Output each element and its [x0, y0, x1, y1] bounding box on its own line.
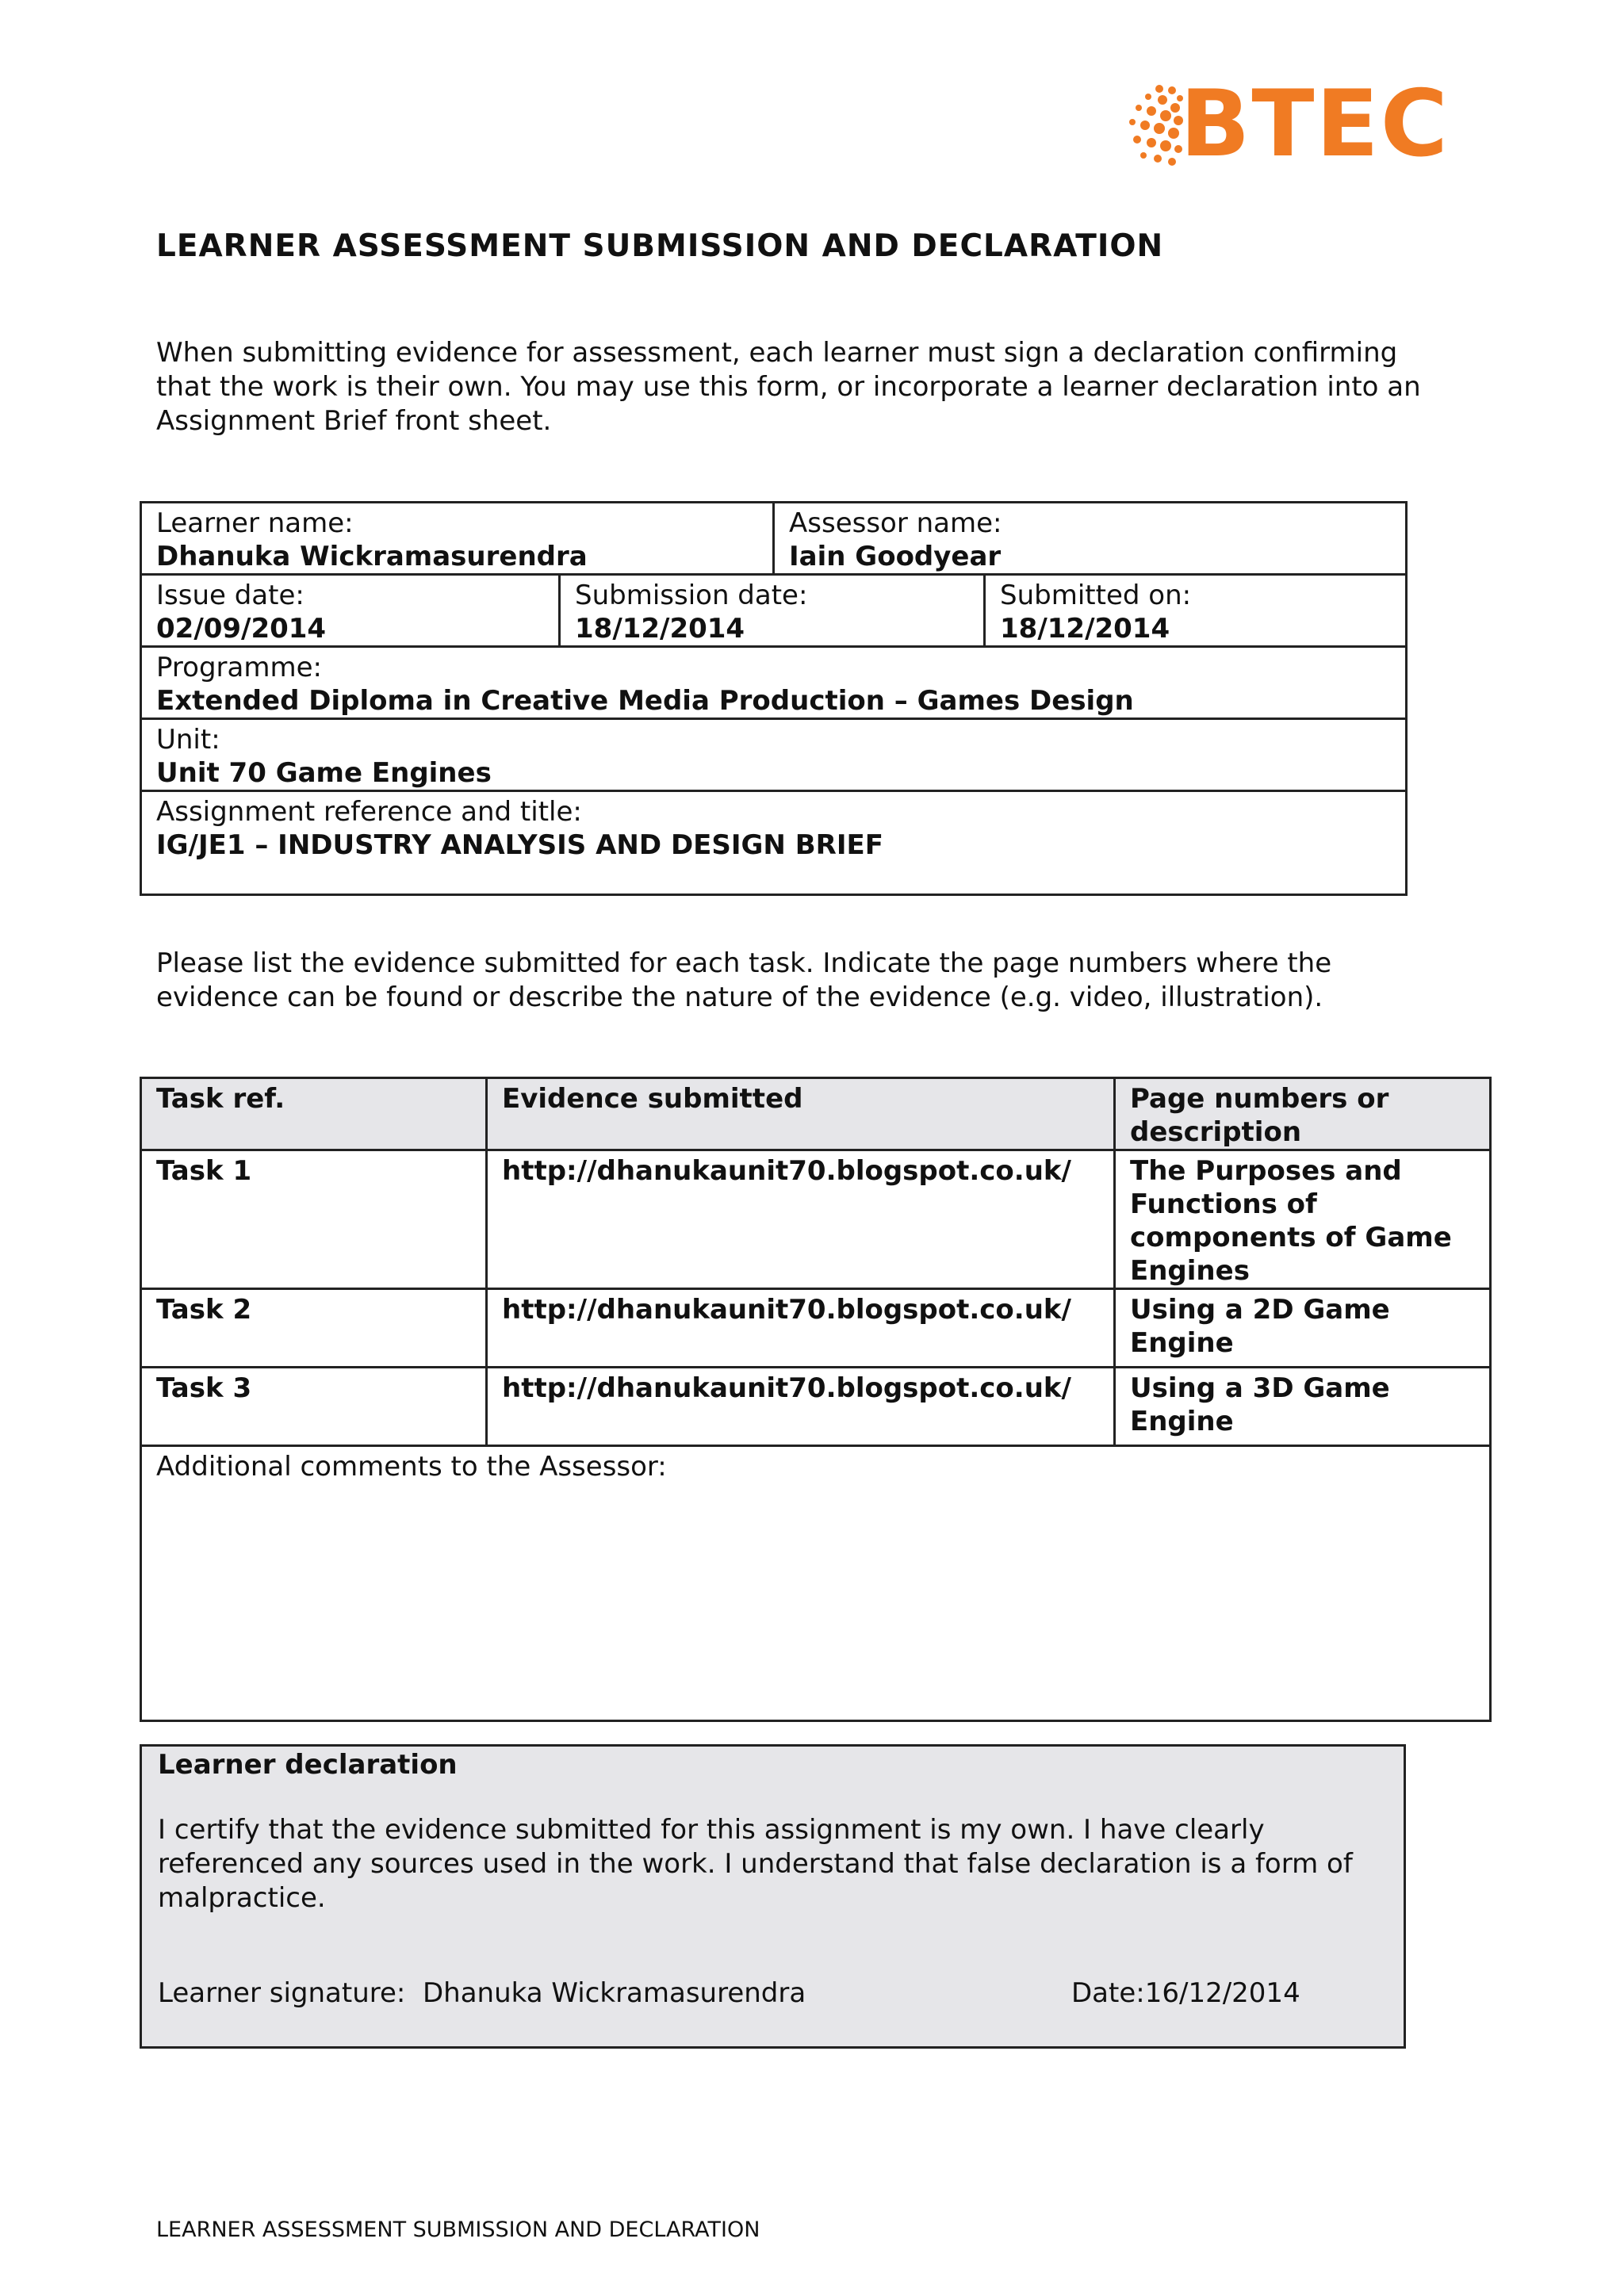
task-ref-cell: Task 2 [141, 1289, 487, 1368]
page-description-cell: Using a 2D Game Engine [1115, 1289, 1491, 1368]
assignment-cell [141, 791, 1407, 895]
table-row [141, 1150, 1491, 1289]
evidence-link[interactable]: http://dhanukaunit70.blogspot.co.uk/ [487, 1368, 1115, 1446]
submission-date-label: Submission date: [575, 580, 808, 611]
details-table [140, 501, 1408, 896]
assignment-label: Assignment reference and title: [156, 796, 582, 828]
programme-label: Programme: [156, 652, 322, 683]
issue-date-value: 02/09/2014 [156, 613, 327, 645]
intro-paragraph: When submitting evidence for assessment, each learner must sign a declaration confirming that the work is their own. You may use this form, or incorporate a learner declaration into an Assignment Brief front sheet. [156, 337, 1421, 437]
programme-cell [141, 647, 1407, 719]
date-label: Date: [1071, 1977, 1145, 2009]
additional-comments-label: Additional comments to the Assessor: [156, 1451, 667, 1483]
header-page-numbers: Page numbers or description [1115, 1078, 1491, 1150]
signature-value: Dhanuka Wickramasurendra [422, 1977, 806, 2009]
declaration-date [1071, 1976, 1300, 2011]
signature-label: Learner signature: [158, 1977, 406, 2009]
unit-cell [141, 719, 1407, 791]
evidence-instructions: Please list the evidence submitted for each task. Indicate the page numbers where the evidence can be found or describe the nature of the evidence (e.g. video, illustration). [156, 947, 1332, 1013]
table-row [141, 1368, 1491, 1446]
evidence-link[interactable]: http://dhanukaunit70.blogspot.co.uk/ [487, 1150, 1115, 1289]
date-value: 16/12/2014 [1144, 1977, 1300, 2009]
submission-date-value: 18/12/2014 [575, 613, 745, 645]
header-evidence: Evidence submitted [487, 1078, 1115, 1150]
declaration-text: I certify that the evidence submitted for this assignment is my own. I have clearly referenced any sources used in the work. I understand that false declaration is a form of malpractice. [158, 1814, 1353, 1914]
signature-line [158, 1976, 806, 2011]
page-description-cell: The Purposes and Functions of components of Game Engines [1115, 1150, 1491, 1289]
assessor-name-cell [774, 503, 1407, 575]
submitted-on-label: Submitted on: [1000, 580, 1192, 611]
submitted-on-cell [985, 575, 1407, 647]
logo-wordmark: BTEC [1180, 71, 1450, 178]
issue-date-label: Issue date: [156, 580, 304, 611]
header-task-ref: Task ref. [141, 1078, 487, 1150]
unit-value: Unit 70 Game Engines [156, 757, 492, 789]
page-footer: LEARNER ASSESSMENT SUBMISSION AND DECLARATION [156, 2218, 760, 2242]
learner-name-cell [141, 503, 774, 575]
evidence-table [140, 1077, 1492, 1722]
additional-comments-box[interactable] [141, 1446, 1491, 1721]
learner-name-label: Learner name: [156, 507, 354, 539]
submitted-on-value: 18/12/2014 [1000, 613, 1170, 645]
learner-name-value: Dhanuka Wickramasurendra [156, 541, 588, 572]
table-row [141, 1289, 1491, 1368]
page-description-cell: Using a 3D Game Engine [1115, 1368, 1491, 1446]
submission-date-cell [560, 575, 985, 647]
evidence-header-row [141, 1078, 1491, 1150]
assessor-name-value: Iain Goodyear [789, 541, 1002, 572]
logo-dots-icon [1124, 84, 1185, 171]
declaration-heading: Learner declaration [158, 1749, 458, 1781]
evidence-link[interactable]: http://dhanukaunit70.blogspot.co.uk/ [487, 1289, 1115, 1368]
assignment-value: IG/JE1 – INDUSTRY ANALYSIS AND DESIGN BRIEF [156, 829, 883, 861]
btec-logo [1124, 71, 1450, 182]
learner-declaration-box [140, 1744, 1406, 2049]
page-title: LEARNER ASSESSMENT SUBMISSION AND DECLARATION [156, 228, 1164, 264]
unit-label: Unit: [156, 724, 220, 756]
task-ref-cell: Task 1 [141, 1150, 487, 1289]
issue-date-cell [141, 575, 560, 647]
task-ref-cell: Task 3 [141, 1368, 487, 1446]
assessor-name-label: Assessor name: [789, 507, 1002, 539]
programme-value: Extended Diploma in Creative Media Production – Games Design [156, 685, 1134, 717]
